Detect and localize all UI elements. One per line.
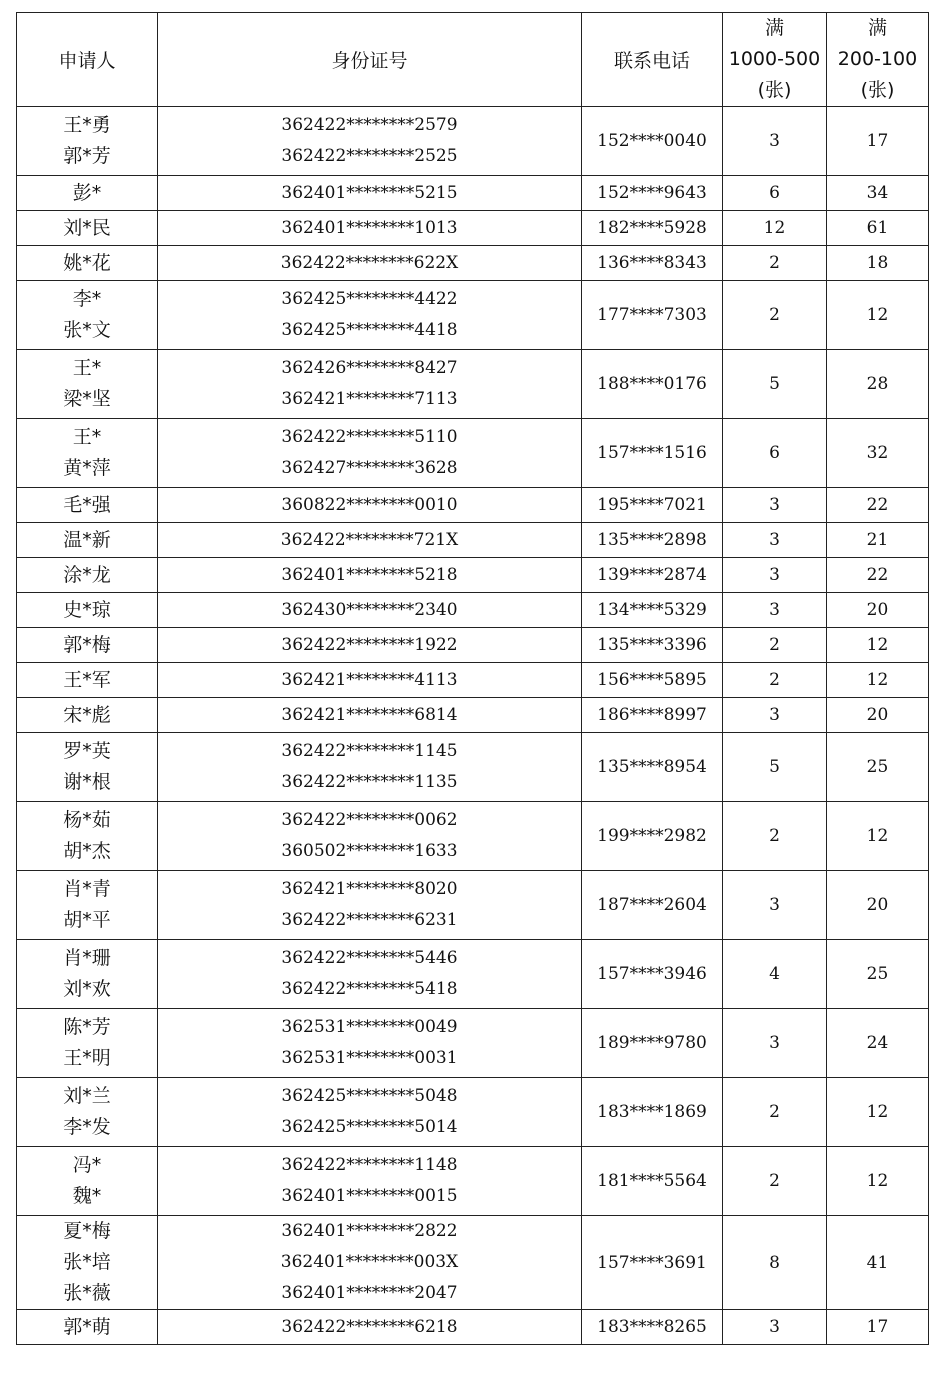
- applicant-name: 李*: [72, 288, 102, 310]
- applicant-cell: [17, 698, 158, 733]
- phone-cell: 199****2982: [582, 802, 723, 871]
- id-number: 362422********5446: [281, 948, 458, 968]
- phone-cell: 183****8265: [582, 1310, 723, 1345]
- id-number-cell: [158, 1310, 582, 1345]
- id-number-cell: [158, 488, 582, 523]
- id-number: 362401********5218: [281, 564, 458, 585]
- count-b-cell: 20: [827, 871, 929, 940]
- applicant-cell: [17, 663, 158, 698]
- phone-cell: 177****7303: [582, 281, 723, 350]
- id-number: 362401********003X: [280, 1252, 459, 1272]
- count-a-cell: 6: [723, 176, 827, 211]
- id-number-cell: [158, 419, 582, 488]
- table-row: [17, 281, 929, 350]
- count-a-cell: 2: [723, 663, 827, 698]
- applicant-cell: [17, 107, 158, 176]
- phone-cell: 135****2898: [582, 523, 723, 558]
- count-a-cell: 3: [723, 523, 827, 558]
- id-number-cell: [158, 940, 582, 1009]
- applicant-cell: [17, 871, 158, 940]
- table-row: [17, 871, 929, 940]
- id-number: 362421********4113: [281, 669, 458, 690]
- applicant-name: 刘*兰: [63, 1085, 111, 1107]
- header-col-b-line: (张): [860, 79, 895, 101]
- id-number: 362426********8427: [281, 358, 458, 378]
- applicant-name: 谢*根: [63, 771, 111, 793]
- applicant-name: 胡*杰: [63, 840, 111, 862]
- applicant-cell: [17, 523, 158, 558]
- count-b-cell: 12: [827, 628, 929, 663]
- id-number: 362422********1135: [281, 772, 458, 792]
- id-number-cell: [158, 211, 582, 246]
- id-number: 362401********0015: [281, 1186, 458, 1206]
- count-b-cell: 12: [827, 1147, 929, 1216]
- id-number-cell: [158, 698, 582, 733]
- count-b-cell: 24: [827, 1009, 929, 1078]
- count-b-cell: 21: [827, 523, 929, 558]
- id-number-cell: [158, 350, 582, 419]
- id-number-cell: [158, 628, 582, 663]
- id-number: 362421********6814: [281, 704, 458, 725]
- table-row: [17, 628, 929, 663]
- count-b-cell: 17: [827, 107, 929, 176]
- phone-cell: 135****3396: [582, 628, 723, 663]
- id-number: 362401********2822: [281, 1221, 458, 1241]
- applicant-name: 刘*民: [63, 216, 111, 239]
- applicant-cell: [17, 593, 158, 628]
- applicant-cell: [17, 1078, 158, 1147]
- applicant-name: 郭*梅: [63, 633, 111, 656]
- id-number-cell: [158, 1078, 582, 1147]
- applicant-name: 史*琼: [63, 598, 111, 621]
- count-b-cell: 17: [827, 1310, 929, 1345]
- applicant-name: 涂*龙: [63, 563, 111, 586]
- header-col-b: [827, 13, 929, 107]
- phone-cell: 189****9780: [582, 1009, 723, 1078]
- id-number: 362422********1922: [281, 634, 458, 655]
- count-b-cell: 25: [827, 733, 929, 802]
- count-b-cell: 20: [827, 593, 929, 628]
- applicant-name: 胡*平: [63, 909, 111, 931]
- count-a-cell: 2: [723, 1078, 827, 1147]
- header-col-b-line: 200-100: [837, 48, 918, 70]
- applicant-name: 郭*萌: [63, 1315, 111, 1338]
- applicant-name: 杨*茹: [63, 809, 111, 831]
- id-number-cell: [158, 558, 582, 593]
- applicant-name: 冯*: [72, 1154, 102, 1176]
- phone-cell: 183****1869: [582, 1078, 723, 1147]
- applicant-cell: [17, 1009, 158, 1078]
- applicant-name: 王*明: [63, 1047, 111, 1069]
- id-number: 362421********8020: [281, 879, 458, 899]
- id-number: 362422********6218: [281, 1316, 458, 1337]
- id-number: 362422********6231: [281, 910, 458, 930]
- count-a-cell: 3: [723, 871, 827, 940]
- id-number: 362422********0062: [281, 810, 458, 830]
- count-a-cell: 3: [723, 698, 827, 733]
- id-number-cell: [158, 802, 582, 871]
- count-b-cell: 34: [827, 176, 929, 211]
- id-number-cell: [158, 246, 582, 281]
- count-a-cell: 3: [723, 107, 827, 176]
- id-number-cell: [158, 1216, 582, 1310]
- id-number: 362422********5110: [281, 427, 458, 447]
- count-a-cell: 8: [723, 1216, 827, 1310]
- document-page: [16, 12, 928, 1345]
- header-col-a: [723, 13, 827, 107]
- header-col-b-line: 满: [867, 17, 887, 39]
- id-number: 360822********0010: [281, 494, 458, 515]
- applicant-name: 李*发: [63, 1116, 111, 1138]
- id-number: 362401********1013: [281, 217, 458, 238]
- applicant-name: 肖*青: [63, 878, 111, 900]
- applicant-cell: [17, 419, 158, 488]
- id-number-cell: [158, 593, 582, 628]
- count-b-cell: 22: [827, 488, 929, 523]
- id-number: 362401********5215: [281, 182, 458, 203]
- id-number-cell: [158, 871, 582, 940]
- id-number-cell: [158, 281, 582, 350]
- id-number: 362422********721X: [280, 529, 459, 550]
- applicant-name: 黄*萍: [63, 457, 111, 479]
- count-a-cell: 2: [723, 628, 827, 663]
- applicant-cell: [17, 1147, 158, 1216]
- id-number: 362421********7113: [281, 389, 458, 409]
- table-row: [17, 558, 929, 593]
- applicant-cell: [17, 1216, 158, 1310]
- count-b-cell: 20: [827, 698, 929, 733]
- count-b-cell: 12: [827, 1078, 929, 1147]
- applicant-cell: [17, 246, 158, 281]
- id-number: 362425********5014: [281, 1117, 458, 1137]
- phone-cell: 187****2604: [582, 871, 723, 940]
- count-a-cell: 3: [723, 558, 827, 593]
- id-number: 362425********4418: [281, 320, 458, 340]
- phone-cell: 134****5329: [582, 593, 723, 628]
- applicant-cell: [17, 940, 158, 1009]
- count-b-cell: 18: [827, 246, 929, 281]
- id-number: 362422********622X: [280, 252, 459, 273]
- count-a-cell: 12: [723, 211, 827, 246]
- applicant-name: 刘*欢: [63, 978, 111, 1000]
- id-number: 362531********0031: [281, 1048, 458, 1068]
- phone-cell: 152****0040: [582, 107, 723, 176]
- applicant-cell: [17, 176, 158, 211]
- id-number-cell: [158, 1009, 582, 1078]
- applicant-name: 罗*英: [63, 740, 111, 762]
- header-col-a-line: 1000-500: [728, 48, 821, 70]
- id-number: 362430********2340: [281, 599, 458, 620]
- count-b-cell: 32: [827, 419, 929, 488]
- phone-cell: 136****8343: [582, 246, 723, 281]
- applicant-cell: [17, 211, 158, 246]
- phone-cell: 181****5564: [582, 1147, 723, 1216]
- table-row: [17, 350, 929, 419]
- applicant-cell: [17, 558, 158, 593]
- table-row: [17, 663, 929, 698]
- header-col-a-line: 满: [764, 17, 784, 39]
- applicant-cell: [17, 281, 158, 350]
- applicant-name: 毛*强: [63, 493, 111, 516]
- table-row: [17, 1078, 929, 1147]
- id-number: 362427********3628: [281, 458, 458, 478]
- id-number: 362425********5048: [281, 1086, 458, 1106]
- table-row: [17, 107, 929, 176]
- header-col-a-line: (张): [757, 79, 792, 101]
- id-number: 362401********2047: [281, 1283, 458, 1303]
- id-number: 362531********0049: [281, 1017, 458, 1037]
- applicant-name: 魏*: [72, 1185, 102, 1207]
- applicant-cell: [17, 628, 158, 663]
- phone-cell: 157****3691: [582, 1216, 723, 1310]
- applicant-name: 宋*彪: [63, 703, 111, 726]
- id-number: 362425********4422: [281, 289, 458, 309]
- count-b-cell: 12: [827, 281, 929, 350]
- id-number: 360502********1633: [281, 841, 458, 861]
- table-row: [17, 523, 929, 558]
- count-a-cell: 2: [723, 1147, 827, 1216]
- count-a-cell: 3: [723, 593, 827, 628]
- count-b-cell: 12: [827, 663, 929, 698]
- count-a-cell: 3: [723, 488, 827, 523]
- applicant-name: 张*薇: [63, 1282, 111, 1304]
- phone-cell: 156****5895: [582, 663, 723, 698]
- applicant-cell: [17, 802, 158, 871]
- table-row: [17, 1009, 929, 1078]
- phone-cell: 135****8954: [582, 733, 723, 802]
- id-number-cell: [158, 1147, 582, 1216]
- phone-cell: 139****2874: [582, 558, 723, 593]
- applicant-name: 夏*梅: [63, 1220, 111, 1242]
- applicant-cell: [17, 488, 158, 523]
- id-number: 362422********2579: [281, 115, 458, 135]
- table-row: [17, 1310, 929, 1345]
- table-row: [17, 246, 929, 281]
- applicant-name: 王*: [72, 426, 102, 448]
- applicant-cell: [17, 733, 158, 802]
- applicant-name: 彭*: [72, 181, 102, 204]
- id-number: 362422********5418: [281, 979, 458, 999]
- count-b-cell: 12: [827, 802, 929, 871]
- id-number: 362422********1148: [281, 1155, 458, 1175]
- phone-cell: 182****5928: [582, 211, 723, 246]
- count-a-cell: 2: [723, 246, 827, 281]
- header-applicant: 申请人: [17, 13, 158, 107]
- count-b-cell: 22: [827, 558, 929, 593]
- applicant-name: 肖*珊: [63, 947, 111, 969]
- applicant-name: 张*培: [63, 1251, 111, 1273]
- table-row: [17, 419, 929, 488]
- phone-cell: 152****9643: [582, 176, 723, 211]
- count-b-cell: 28: [827, 350, 929, 419]
- table-row: [17, 176, 929, 211]
- phone-cell: 188****0176: [582, 350, 723, 419]
- applicant-name: 王*勇: [63, 114, 111, 136]
- count-a-cell: 3: [723, 1009, 827, 1078]
- id-number-cell: [158, 107, 582, 176]
- table-row: [17, 1147, 929, 1216]
- applicant-name: 陈*芳: [63, 1016, 111, 1038]
- table-row: [17, 1216, 929, 1310]
- table-body: [17, 107, 929, 1345]
- applicant-cell: [17, 350, 158, 419]
- table-header-row: [17, 13, 929, 107]
- count-b-cell: 61: [827, 211, 929, 246]
- applicant-cell: [17, 1310, 158, 1345]
- table-row: [17, 802, 929, 871]
- phone-cell: 157****1516: [582, 419, 723, 488]
- applicant-table: [16, 12, 929, 1345]
- table-row: [17, 488, 929, 523]
- applicant-name: 王*军: [63, 668, 111, 691]
- table-row: [17, 733, 929, 802]
- count-a-cell: 2: [723, 802, 827, 871]
- id-number: 362422********1145: [281, 741, 458, 761]
- applicant-name: 姚*花: [63, 251, 111, 274]
- id-number-cell: [158, 176, 582, 211]
- header-phone: 联系电话: [582, 13, 723, 107]
- header-id-number: 身份证号: [158, 13, 582, 107]
- applicant-name: 张*文: [63, 319, 111, 341]
- count-a-cell: 4: [723, 940, 827, 1009]
- id-number-cell: [158, 523, 582, 558]
- count-a-cell: 6: [723, 419, 827, 488]
- table-row: [17, 211, 929, 246]
- id-number-cell: [158, 663, 582, 698]
- applicant-name: 梁*坚: [63, 388, 111, 410]
- count-a-cell: 5: [723, 733, 827, 802]
- applicant-name: 王*: [72, 357, 102, 379]
- count-a-cell: 2: [723, 281, 827, 350]
- table-row: [17, 940, 929, 1009]
- id-number-cell: [158, 733, 582, 802]
- count-a-cell: 3: [723, 1310, 827, 1345]
- phone-cell: 195****7021: [582, 488, 723, 523]
- count-a-cell: 5: [723, 350, 827, 419]
- applicant-name: 温*新: [63, 528, 111, 551]
- table-row: [17, 698, 929, 733]
- id-number: 362422********2525: [281, 146, 458, 166]
- phone-cell: 157****3946: [582, 940, 723, 1009]
- count-b-cell: 25: [827, 940, 929, 1009]
- applicant-name: 郭*芳: [63, 145, 111, 167]
- table-row: [17, 593, 929, 628]
- count-b-cell: 41: [827, 1216, 929, 1310]
- phone-cell: 186****8997: [582, 698, 723, 733]
